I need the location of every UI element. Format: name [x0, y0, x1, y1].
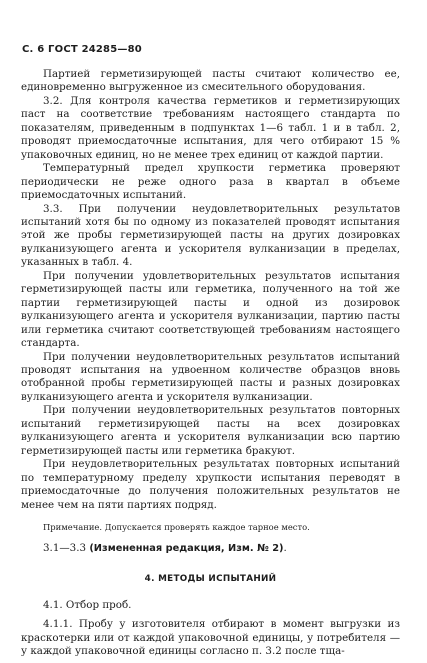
amendment-line	[21, 542, 400, 555]
paragraph: При неудовлетворительных результатах повторных испытаний по температурному пределу хрупкости испытания переводят в приемосдаточные до получения положительных результатов не менее чем на пяти партиях подряд.	[21, 458, 400, 511]
amendment-suffix: .	[283, 541, 287, 554]
amendment-prefix: 3.1—3.3	[43, 541, 90, 554]
paragraph: При получении неудовлетворительных результатов повторных испытаний герметизирующей пасты на всех дозировках вулканизующего агента и ускорителя вулканизации всю партию герметизирующей пасты или герметика бракуют.	[21, 404, 400, 457]
paragraph: При получении неудовлетворительных результатов испытаний проводят испытания на удвоенном количестве образцов вновь отобранной пробы герметизирующей пасты и разных дозировках вулканизующего агента и ускорителя вулканизации.	[21, 350, 400, 403]
paragraph: 3.3. При получении неудовлетворительных результатов испытаний хотя бы по одному из показателей проводят испытания этой же пробы герметизирующей пасты на других дозировках вулканизующего агента и ускорителя вулканизации в пределах, указанных в табл. 4.	[21, 202, 400, 269]
paragraph: 3.2. Для контроля качества герметиков и герметизирующих паст на соответствие требованиям настоящего стандарта по показателям, приведенным в подпунктах 1—6 табл. 1 и в табл. 2, проводят приемосдаточные испытания, для чего отбирают 15 % упаковочных единиц, но не менее трех единиц от каждой партии.	[21, 94, 400, 161]
amendment-bold: (Измененная редакция, Изм. № 2)	[89, 542, 284, 554]
document-body	[21, 68, 400, 659]
paragraph: Температурный предел хрупкости герметика проверяют периодически не реже одного раза в квартал в объеме приемосдаточных испытаний.	[21, 162, 400, 202]
note: Примечание. Допускается проверять каждое тарное место.	[43, 521, 310, 532]
paragraph: Партией герметизирующей пасты считают количество ее, единовременно выгруженное из смесительного оборудования.	[21, 68, 400, 94]
section-title: 4. МЕТОДЫ ИСПЫТАНИЙ	[144, 574, 277, 585]
subsection-heading: 4.1. Отбор проб.	[43, 598, 132, 611]
page-header: С. 6 ГОСТ 24285—80	[22, 44, 142, 55]
paragraph: При получении удовлетворительных результатов испытания герметизирующей пасты или герметика, полученного на той же партии герметизирующей пасты и одной из дозировок вулканизующего агента и ускорителя вулканизации, партию пасты или герметика считают соответствующей требованиям настоящего стандарта.	[21, 269, 400, 350]
paragraph: 4.1.1. Пробу у изготовителя отбирают в момент выгрузки из краскотерки или от каждой упаковочной единицы, у потребителя — у каждой упаковочной единицы согласно п. 3.2 после тща-	[21, 618, 400, 658]
